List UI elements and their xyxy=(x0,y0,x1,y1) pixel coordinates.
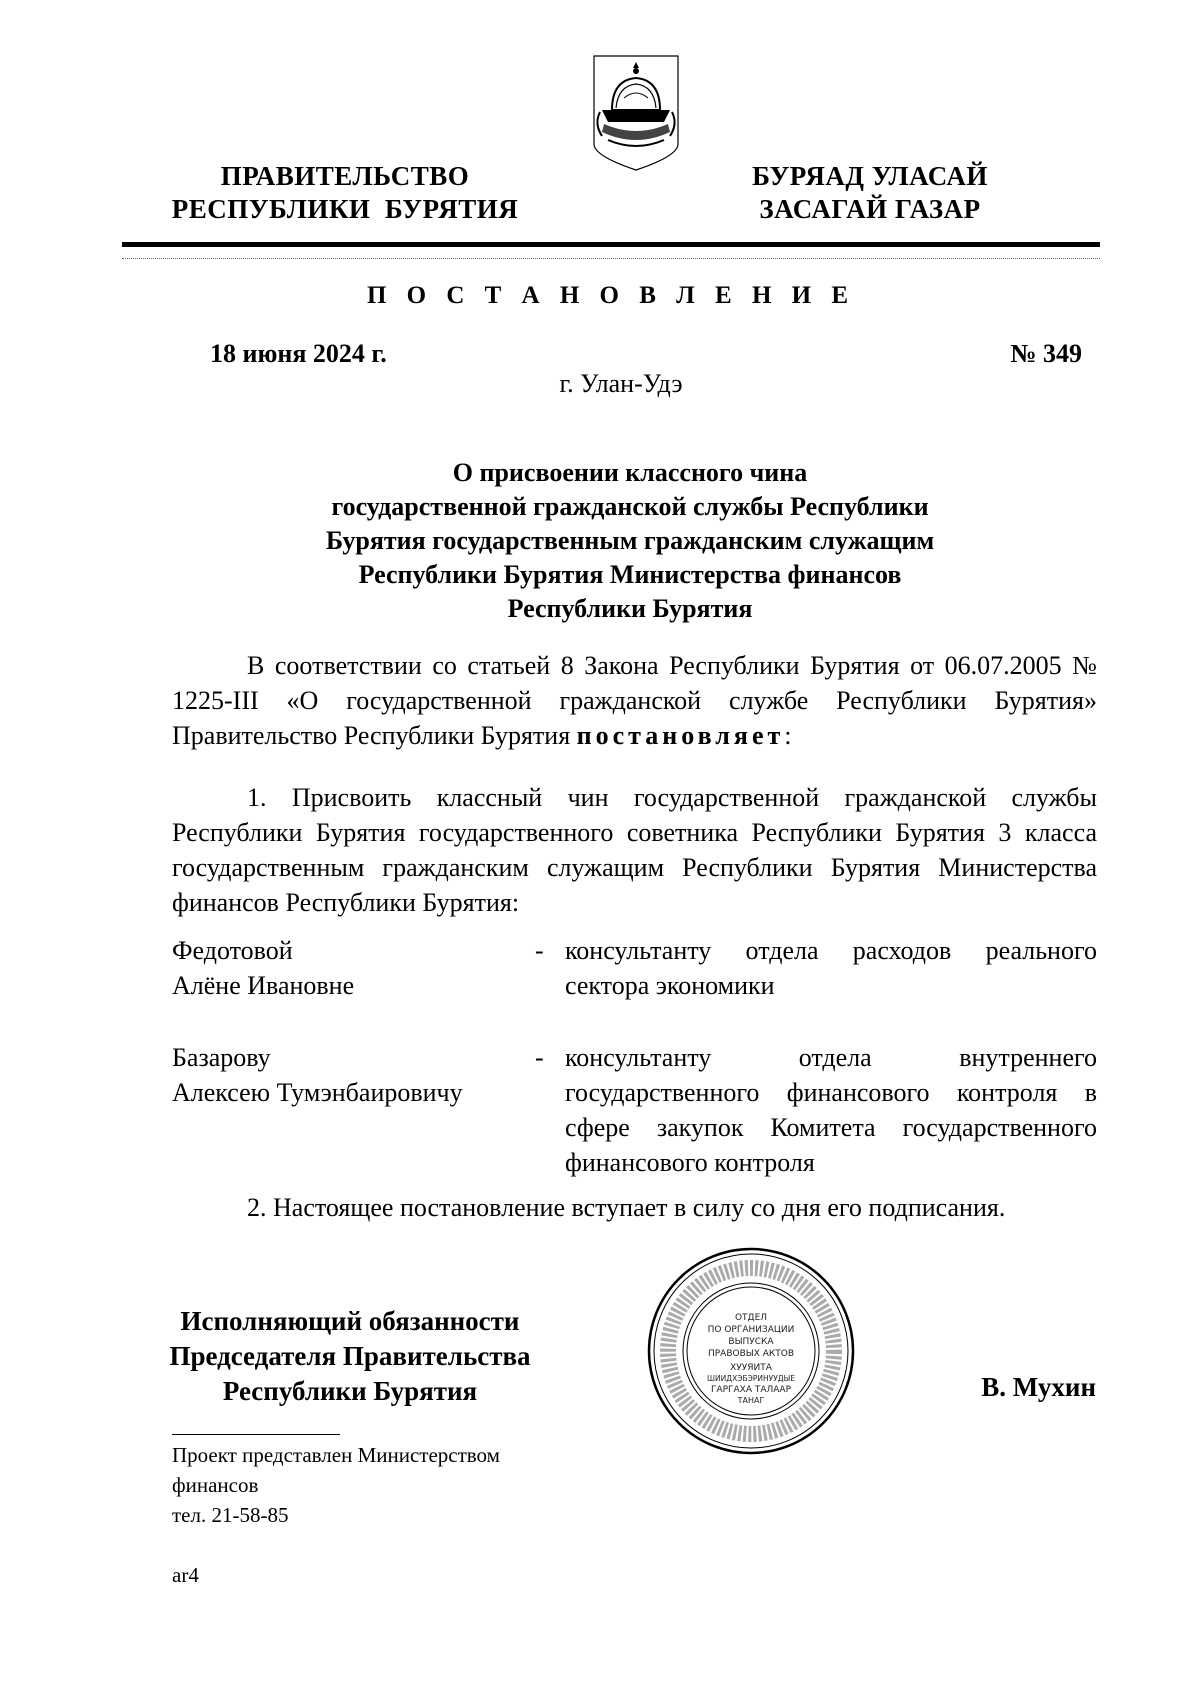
person1-given: Алёне Ивановне xyxy=(172,971,355,1000)
header-left-line1: ПРАВИТЕЛЬСТВО xyxy=(220,161,470,191)
document-number: № 349 xyxy=(1010,339,1082,368)
person1-position: консультанту отдела расходов реального сектора экономики xyxy=(565,936,1097,1000)
person2-dash: - xyxy=(535,1043,544,1072)
signatory-line2: Председателя Правительства xyxy=(169,1341,531,1371)
footer-note xyxy=(172,1440,592,1530)
header-left-line2: РЕСПУБЛИКИ БУРЯТИЯ xyxy=(171,194,519,224)
stamp-center-line3: ВЫПУСКА xyxy=(728,1337,774,1347)
title-line2: государственной гражданской службы Республики xyxy=(331,492,929,521)
document-date: 18 июня 2024 г. xyxy=(210,339,387,368)
header-rule-thick xyxy=(122,242,1100,247)
document-title xyxy=(230,456,1030,626)
stamp-center-line4: ПРАВОВЫХ АКТОВ xyxy=(707,1349,795,1359)
paragraph-item-2: 2. Настоящее постановление вступает в силу со дня его подписания. xyxy=(247,1193,1006,1222)
signatory-name: В. Мухин xyxy=(981,1372,1096,1402)
person1-name xyxy=(172,933,512,1003)
preamble-emphasis: постановляет xyxy=(576,721,785,750)
header-right-line1: БУРЯАД УЛАСАЙ xyxy=(752,161,988,191)
stamp-center-line7: ГАРГАХА ТАЛААР xyxy=(710,1385,792,1395)
person2-given: Алексею Тумэнбаировичу xyxy=(172,1078,463,1107)
header-right xyxy=(690,160,1050,226)
person2-position: консультанту отдела внутреннего государственного финансового контроля в сфере закупок Комитета государственного финансового контроля xyxy=(565,1043,1097,1177)
header-right-line2: ЗАСАГАЙ ГАЗАР xyxy=(759,194,981,224)
stamp-center-line5: ХУУЯИТА xyxy=(730,1363,772,1373)
stamp-center-line8: ТАНАГ xyxy=(737,1396,765,1405)
person2-surname: Базарову xyxy=(172,1043,271,1072)
title-line3: Бурятия государственным гражданским служащим xyxy=(325,526,935,555)
paragraph-item-1: 1. Присвоить классный чин государственной гражданской службы Республики Бурятия государственного советника Республики Бурятия 3 класса государственным гражданским служащим Республики Бурятия Министерства финансов Республики Бурятия: xyxy=(172,783,1097,917)
footer-line3: тел. 21-58-85 xyxy=(172,1503,289,1527)
coat-of-arms-emblem xyxy=(590,52,682,172)
stamp-center-line1: ОТДЕЛ xyxy=(734,1313,768,1323)
footer-rule xyxy=(172,1434,340,1435)
paragraph-preamble xyxy=(172,648,1097,753)
person1-surname: Федотовой xyxy=(172,936,293,965)
official-stamp xyxy=(646,1246,856,1456)
document-city: г. Улан-Удэ xyxy=(559,369,683,398)
title-line5: Республики Бурятия xyxy=(507,594,753,623)
footer-code: ar4 xyxy=(172,1563,199,1587)
stamp-center-line6: ШИИДХЭБЭРИНУУДЫЕ xyxy=(707,1374,795,1383)
title-line1: О присвоении классного чина xyxy=(452,458,808,487)
person2-name xyxy=(172,1040,532,1110)
footer-line2: финансов xyxy=(172,1473,259,1497)
document-type: П О С Т А Н О В Л Е Н И Е xyxy=(366,282,856,309)
header-left xyxy=(150,160,540,226)
header-rule-dotted xyxy=(122,258,1100,259)
preamble-text: В соответствии со статьей 8 Закона Республики Бурятия от 06.07.2005 № 1225-III «О государственной гражданской службе Республики Бурятия» Правительство Республики Бурятия xyxy=(172,651,1097,750)
signatory-title xyxy=(150,1304,550,1409)
footer-line1: Проект представлен Министерством xyxy=(172,1443,500,1467)
person1-dash: - xyxy=(535,936,544,965)
title-line4: Республики Бурятия Министерства финансов xyxy=(358,560,902,589)
signatory-line1: Исполняющий обязанности xyxy=(180,1306,520,1336)
signatory-line3: Республики Бурятия xyxy=(222,1376,478,1406)
stamp-center-line2: ПО ОРГАНИЗАЦИИ xyxy=(707,1325,795,1335)
preamble-end: : xyxy=(784,721,792,750)
